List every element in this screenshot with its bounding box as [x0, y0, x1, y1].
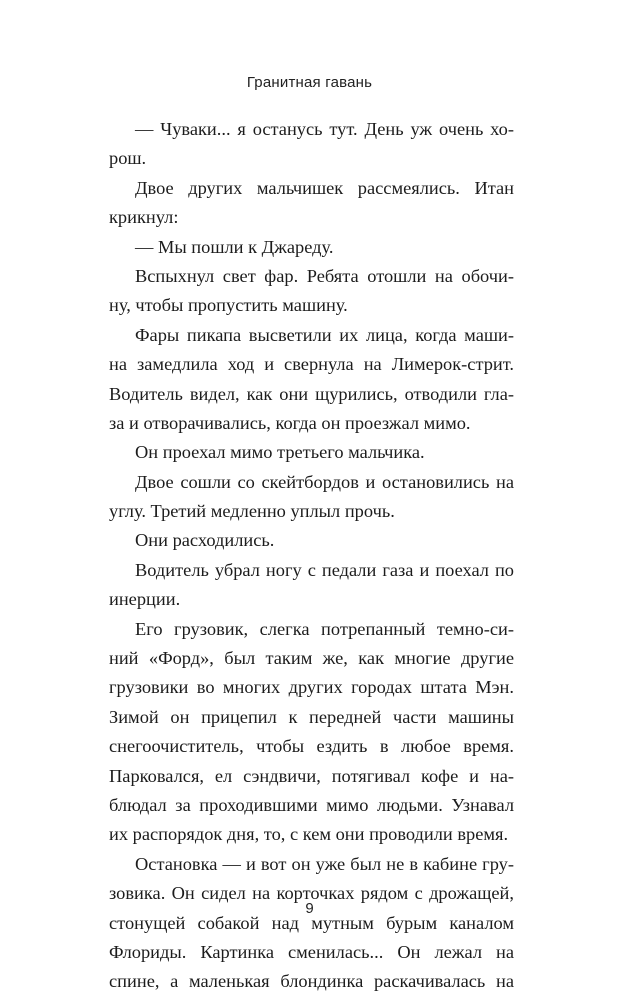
text-line: Остановка — и вот он уже был не в кабине гру-	[135, 853, 514, 874]
text-line: Водитель видел, как они щурились, отводили гла-	[109, 383, 514, 404]
text-line: на замедлила ход и свернула на Лимерок-стрит.	[109, 354, 514, 375]
text-line: ну, чтобы пропустить машину.	[109, 295, 348, 316]
text-line: — Чуваки... я останусь тут. День уж очень хо-	[135, 119, 514, 139]
text-line: стонущей собакой над мутным бурым каналом	[109, 912, 514, 933]
body-text	[109, 115, 514, 997]
text-line: Они расходились.	[135, 530, 275, 551]
text-line: Фары пикапа высветили их лица, когда маши-	[135, 324, 514, 345]
text-line: за и отворачивались, когда он проезжал мимо.	[109, 412, 471, 433]
text-line: грузовики во многих других городах штата Мэн.	[109, 677, 514, 698]
text-line: Двое других мальчишек рассмеялись. Итан	[135, 177, 514, 198]
text-line: Парковался, ел сэндвичи, потягивал кофе и на-	[109, 765, 514, 786]
text-line: их распорядок дня, то, с кем они проводили время.	[109, 824, 509, 845]
text-line: — Мы пошли к Джареду.	[135, 236, 334, 257]
text-line: Флориды. Картинка сменилась... Он лежал на	[109, 941, 514, 962]
text-line: спине, а маленькая блондинка раскачивалась на	[109, 971, 514, 992]
running-head: Гранитная гавань	[246, 74, 373, 91]
text-line: Его грузовик, слегка потрепанный темно-си-	[135, 618, 514, 639]
text-line: Двое сошли со скейтбордов и остановились на	[135, 471, 514, 492]
page-number: 9	[305, 900, 314, 917]
text-line: зовика. Он сидел на корточках рядом с дрожащей,	[109, 883, 514, 904]
text-line: углу. Третий медленно уплыл прочь.	[109, 501, 395, 522]
text-line: инерции.	[109, 589, 181, 610]
text-line: Он проехал мимо третьего мальчика.	[135, 442, 425, 463]
text-line: блюдал за проходившими мимо людьми. Узнавал	[109, 794, 514, 815]
text-line: Водитель убрал ногу с педали газа и поехал по	[135, 559, 514, 580]
text-line: Зимой он прицепил к передней части машины	[109, 706, 514, 727]
text-line: рош.	[109, 148, 147, 169]
text-line: ний «Форд», был таким же, как многие другие	[109, 648, 514, 669]
text-line: снегоочиститель, чтобы ездить в любое время.	[109, 736, 514, 757]
text-line: Вспыхнул свет фар. Ребята отошли на обочи-	[135, 265, 514, 286]
text-line: крикнул:	[109, 207, 179, 228]
